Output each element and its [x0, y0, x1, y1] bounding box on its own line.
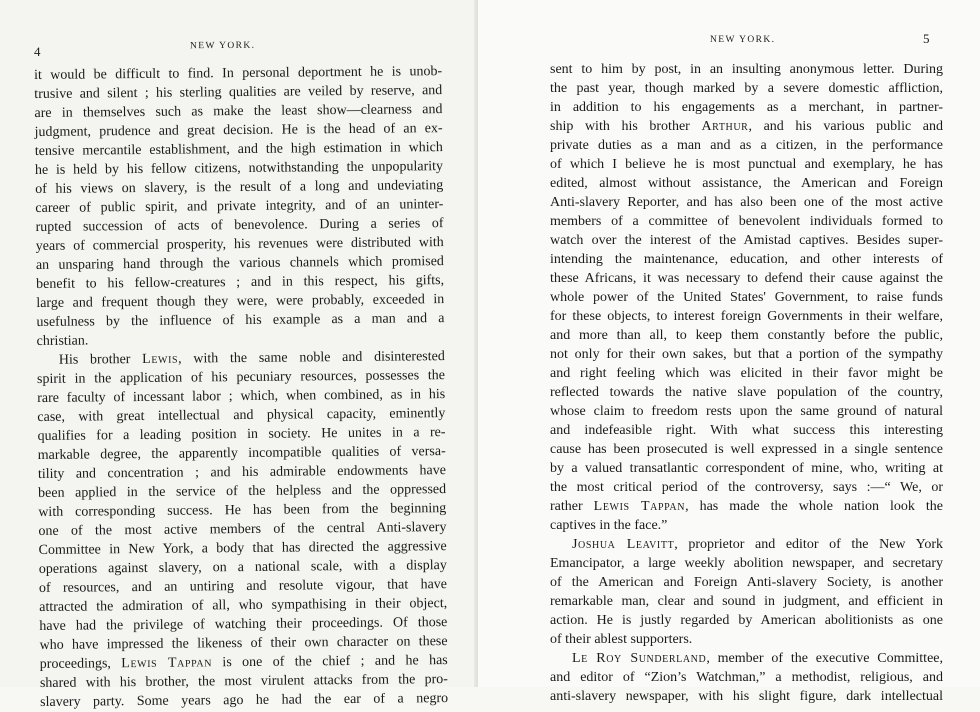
text-line: not only for their own sakes, but that a portion of the sympathy	[550, 347, 943, 362]
small-caps-name: Arthur	[701, 119, 749, 134]
text-span: is one of the chief ; and he has	[211, 653, 448, 671]
text-line: with corresponding success. He has been from the beginning	[38, 501, 447, 520]
text-line: have had the privilege of watching their proceedings. Of those	[39, 615, 448, 634]
text-line: shared with his brother, the most virulent attacks from the pro-	[39, 672, 448, 691]
text-line: watch over the interest of the Amistad captives. Besides super-	[550, 233, 943, 248]
text-line: large and frequent though they were, were probably, exceeded in	[36, 292, 445, 311]
text-line: Emancipator, a large weekly abolition newspaper, and secretary	[550, 556, 943, 571]
small-caps-name: Lewis Tappan	[593, 499, 686, 514]
text-line: for these objects, to interest foreign Governments in their welfare,	[550, 309, 943, 324]
text-span: proceedings,	[39, 656, 122, 672]
text-line: reflected towards the native slave population of the country,	[550, 385, 943, 400]
text-line: operations against slavery, on a national scale, with a display	[38, 558, 447, 577]
small-caps-name: Le Roy Sunderland	[572, 651, 707, 666]
text-line: he is held by his fellow citizens, notwithstanding the unpopularity	[34, 159, 444, 178]
text-line: who have impressed the likeness of their own character on these	[39, 634, 448, 653]
text-line: in addition to his engagements as a merchant, in partner-	[550, 100, 943, 115]
text-line: spirit in the application of his pecuniary resources, possesses the	[36, 368, 446, 387]
text-line: by a valued transatlantic correspondent of mine, who, writing at	[550, 461, 943, 476]
text-line: anti-slavery newspaper, with his slight figure, dark intellectual	[550, 689, 943, 704]
running-head-left: NEW YORK.	[189, 40, 256, 52]
text-line: markable degree, the apparently incompatible qualities of versa-	[37, 444, 446, 463]
text-line: case, with great intellectual and physical capacity, eminently	[37, 406, 446, 425]
text-line: the past year, though marked by a severe domestic affliction,	[550, 81, 943, 96]
text-line: the most critical period of the controversy, says :—“ We, or	[550, 480, 943, 495]
text-line: one of the most active members of the central Anti-slavery	[38, 520, 447, 539]
text-line: been applied in the service of the helpless and the oppressed	[38, 482, 447, 501]
text-line: and right feeling which was elicited in their favor might be	[550, 366, 943, 381]
text-line: and indefeasible right. With what success this interesting	[550, 423, 943, 438]
text-line: edited, almost without assistance, the American and Foreign	[550, 176, 943, 191]
text-line: of their ablest supporters.	[550, 632, 693, 647]
text-line: qualifies for a leading position in society. He unites in a re-	[37, 425, 446, 444]
text-line: an unsparing hand through the various channels which promised	[35, 254, 444, 273]
text-line: christian.	[36, 333, 89, 349]
text-line: attracted the admiration of all, who sympathising in their object,	[39, 596, 448, 615]
text-line: usefulness by the influence of his example as a man and a	[36, 311, 445, 330]
text-line: career of public spirit, and private integrity, and of an uninter-	[35, 197, 444, 216]
small-caps-name: Lewis Tappan	[121, 655, 213, 672]
text-line: intending the maintenance, education, and other interests of	[550, 252, 943, 267]
right-page-body	[550, 60, 943, 706]
text-line	[550, 497, 943, 516]
page-number-left: 4	[34, 44, 41, 59]
text-line: Anti-slavery Reporter, and has also been one of the most active	[550, 195, 943, 210]
text-line: Committee in New York, a body that has directed the aggressive	[38, 539, 447, 558]
text-line: are in themselves such as make the least show—clearness and	[34, 102, 443, 121]
small-caps-name: Joshua Leavitt	[572, 537, 675, 552]
text-line: years of commercial prosperity, his revenues were distributed with	[35, 235, 444, 254]
text-span: , with the same noble and disinterested	[178, 349, 445, 367]
text-span: , proprietor and editor of the New York	[674, 537, 943, 552]
text-line: action. He is justly regarded by American abolitionists as one	[550, 613, 943, 628]
left-page-body	[34, 62, 448, 712]
text-line: it would be difficult to find. In personal deportment he is unob-	[34, 64, 443, 83]
right-page	[478, 0, 980, 704]
text-line: of the American and Foreign Anti-slavery Society, is another	[550, 575, 943, 590]
text-line: benefit to his fellow-creatures ; and in this respect, his gifts,	[36, 273, 445, 292]
text-span: His brother	[58, 351, 143, 368]
text-line	[550, 535, 943, 554]
text-line: sent to him by post, in an insulting anonymous letter. During	[550, 62, 943, 77]
text-line: and more than all, to keep them constantly before the public,	[550, 328, 943, 343]
text-line: of resources, and an untiring and resolute vigour, that have	[38, 577, 448, 596]
text-line: tensive mercantile establishment, and the high estimation in which	[34, 140, 443, 159]
text-line: of which I believe he is most punctual and exemplary, he has	[550, 157, 943, 172]
left-page	[0, 0, 478, 710]
running-head-right: NEW YORK.	[710, 35, 776, 45]
text-span: rather	[550, 499, 594, 514]
text-line	[550, 649, 943, 668]
text-span: , has made the whole nation look the	[685, 499, 943, 514]
text-line: remarkable man, clear and sound in judgment, and efficient in	[550, 594, 943, 609]
text-span: , member of the executive Committee,	[706, 651, 943, 666]
text-line: these Africans, it was necessary to defend their cause against the	[550, 271, 943, 286]
text-line: of his views on slavery, is the result of a long and undeviating	[35, 178, 444, 197]
text-line: tility and concentration ; and his admirable endowments have	[37, 463, 446, 482]
page-number-right: 5	[923, 31, 930, 46]
text-line: cause has been prosecuted is well expressed in a single sentence	[550, 442, 943, 457]
text-span: , and his various public and	[748, 119, 943, 134]
text-line: slavery party. Some years ago he had the ear of a negro	[40, 691, 449, 710]
text-line: trusive and silent ; his sterling qualities are veiled by reserve, and	[34, 83, 443, 102]
text-line: judgment, prudence and great decision. He is the head of an ex-	[34, 121, 443, 140]
text-line: and editor of “Zion’s Watchman,” a methodist, religious, and	[550, 670, 943, 685]
text-line: private duties as a man and as a citizen, in the performance	[550, 138, 943, 153]
small-caps-name: Lewis	[142, 351, 179, 367]
text-line: rupted succession of acts of benevolence. During a series of	[35, 216, 444, 235]
text-line: members of a committee of benevolent individuals formed to	[550, 214, 943, 229]
text-line: rare faculty of incessant labor ; which, when combined, as in his	[37, 387, 446, 406]
text-line	[550, 117, 943, 136]
text-line: whose claim to freedom rests upon the same ground of natural	[550, 404, 943, 419]
text-line: whole power of the United States' Government, to raise funds	[550, 290, 943, 305]
text-span: ship with his brother	[550, 119, 702, 134]
text-line: captives in the face.”	[550, 518, 668, 533]
